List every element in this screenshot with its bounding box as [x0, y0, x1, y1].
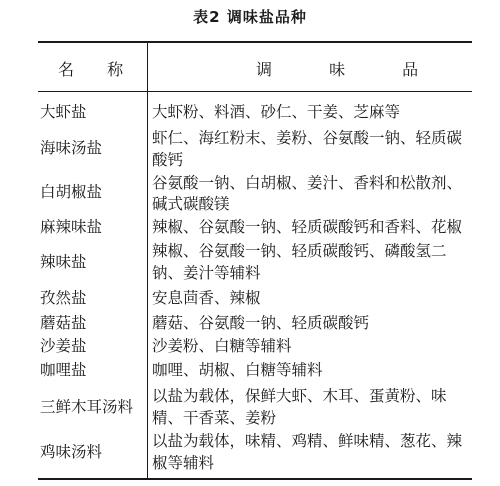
- row-condiments-line: 咖哩、胡椒、白糖等辅料: [152, 361, 323, 379]
- row-name: 孜然盐: [40, 289, 87, 307]
- row-condiments-line: 沙姜粉、白糖等辅料: [152, 337, 292, 355]
- row-name: 咖哩盐: [40, 361, 87, 379]
- row-condiments-line: 辣椒、谷氨酸一钠、轻质碳酸钙和香料、花椒: [152, 218, 463, 236]
- table-title: 表2 调味盐品种: [193, 8, 307, 26]
- row-condiments-line: 安息茴香、辣椒: [152, 289, 261, 307]
- row-condiments-line: 碱式碳酸镁: [152, 195, 230, 213]
- row-name: 蘑菇盐: [40, 314, 87, 332]
- row-name: 大虾盐: [40, 103, 87, 121]
- row-condiments-line: 大虾粉、料酒、砂仁、干姜、芝麻等: [152, 103, 401, 121]
- row-condiments-line: 谷氨酸一钠、白胡椒、姜汁、香料和松散剂、: [152, 174, 463, 192]
- row-condiments-line: 钠、姜汁等辅料: [152, 264, 261, 282]
- table-bottom-rule: [38, 478, 472, 480]
- row-condiments-line: 酸钙: [152, 151, 184, 169]
- row-condiments-line: 以盐为载体，保鲜大虾、木耳、蛋黄粉、味: [152, 387, 447, 405]
- row-name: 沙姜盐: [40, 337, 87, 355]
- row-condiments-line: 蘑菇、谷氨酸一钠、轻质碳酸钙: [152, 314, 370, 332]
- row-condiments-line: 椒等辅料: [152, 454, 215, 472]
- row-condiments-line: 精、干香菜、姜粉: [152, 409, 277, 427]
- row-condiments-line: 以盐为载体，味精、鸡精、鲜味精、葱花、辣: [152, 432, 463, 450]
- row-name: 辣味盐: [40, 253, 87, 271]
- table-column-divider: [147, 41, 148, 480]
- row-name: 麻辣味盐: [40, 218, 103, 236]
- row-name: 三鲜木耳汤料: [40, 398, 134, 416]
- table-top-rule: [38, 41, 472, 43]
- column-header-name: 名 称: [58, 60, 138, 79]
- row-condiments-line: 虾仁、海红粉末、姜粉、谷氨酸一钠、轻质碳: [152, 129, 463, 147]
- row-name: 白胡椒盐: [40, 183, 103, 201]
- row-name: 鸡味汤料: [40, 443, 103, 461]
- table-header-rule: [38, 91, 472, 92]
- row-condiments-line: 辣椒、谷氨酸一钠、轻质碳酸钙、磷酸氢二: [152, 242, 447, 260]
- column-header-condiments: 调 味 品: [256, 60, 445, 79]
- row-name: 海味汤盐: [40, 139, 103, 157]
